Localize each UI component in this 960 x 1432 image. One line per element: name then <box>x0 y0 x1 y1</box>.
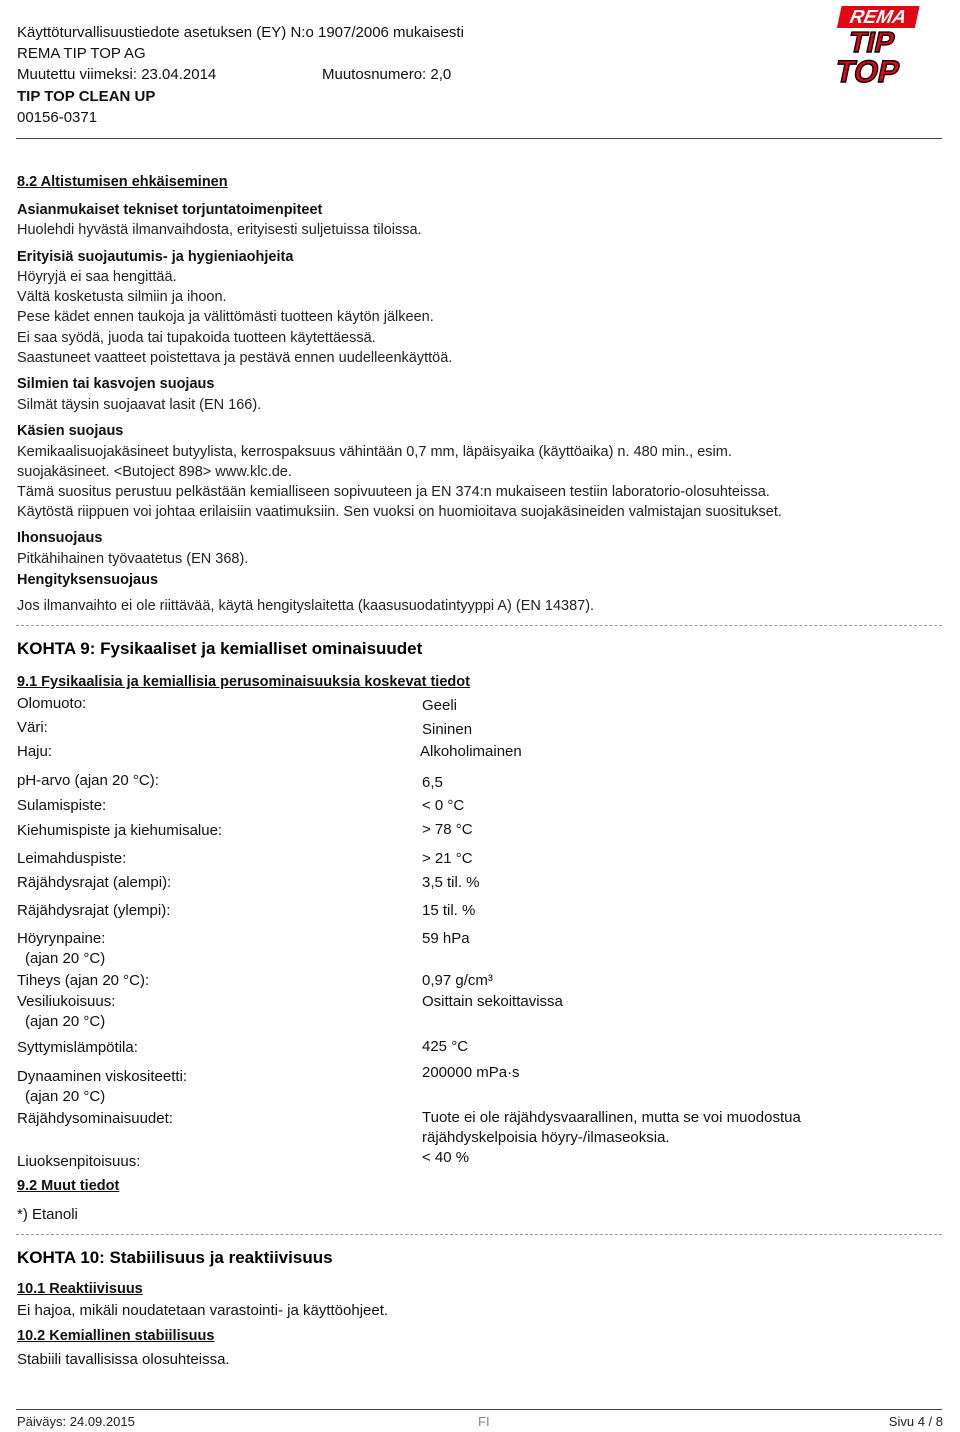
property-label: Leimahduspiste: <box>17 850 127 867</box>
property-label: Höyrynpaine: <box>17 930 106 947</box>
header-revision: Muutosnumero: 2,0 <box>322 66 452 83</box>
header-regulation: Käyttöturvallisuustiedote asetuksen (EY) N:o 1907/2006 mukaisesti <box>17 24 464 41</box>
stability-text: Stabiili tavallisissa olosuhteissa. <box>17 1351 230 1368</box>
section-9-2-title: 9.2 Muut tiedot <box>17 1178 120 1194</box>
footer-page-number: Sivu 4 / 8 <box>888 1414 943 1429</box>
property-value: Osittain sekoittavissa <box>422 993 563 1010</box>
property-value: Alkoholimainen <box>420 743 522 760</box>
hygiene-line: Ei saa syödä, juoda tai tupakoida tuotteen käytettäessä. <box>17 330 376 346</box>
rema-tip-top-logo <box>812 4 942 90</box>
property-label: Räjähdysrajat (ylempi): <box>17 902 171 919</box>
eye-protection-text: Silmät täysin suojaavat lasit (EN 166). <box>17 397 262 413</box>
header-company: REMA TIP TOP AG <box>17 45 146 62</box>
header-product-number: 00156-0371 <box>17 109 98 126</box>
property-value: 3,5 til. % <box>422 874 480 891</box>
hygiene-line: Vältä kosketusta silmiin ja ihoon. <box>17 289 227 305</box>
property-label: pH-arvo (ajan 20 °C): <box>17 772 159 789</box>
property-value: 425 °C <box>422 1038 469 1055</box>
hygiene-line: Höyryjä ei saa hengittää. <box>17 269 177 285</box>
property-value: Tuote ei ole räjähdysvaarallinen, mutta se voi muodostua <box>422 1109 801 1126</box>
section-9-1-title: 9.1 Fysikaalisia ja kemiallisia perusominaisuuksia koskevat tiedot <box>17 674 470 690</box>
property-label: Liuoksenpitoisuus: <box>17 1153 141 1170</box>
hand-protection-line: suojakäsineet. <Butoject 898> www.klc.de. <box>17 464 292 480</box>
property-value: 15 til. % <box>422 902 476 919</box>
property-value: 59 hPa <box>422 930 470 947</box>
property-value: > 21 °C <box>422 850 473 867</box>
footer-divider <box>16 1409 942 1410</box>
property-label: Väri: <box>17 719 48 736</box>
hygiene-line: Saastuneet vaatteet poistettava ja pestävä ennen uudelleenkäyttöä. <box>17 350 453 366</box>
eye-protection-heading: Silmien tai kasvojen suojaus <box>17 376 215 392</box>
section-divider <box>16 625 942 626</box>
respiratory-protection-text: Jos ilmanvaihto ei ole riittävää, käytä hengityslaitetta (kaasusuodatintyyppi A) (EN 14387). <box>17 598 595 614</box>
skin-protection-heading: Ihonsuojaus <box>17 530 103 546</box>
hand-protection-heading: Käsien suojaus <box>17 423 124 439</box>
header-modified-date: Muutettu viimeksi: 23.04.2014 <box>17 66 217 83</box>
logo-tip-text: TIP <box>845 26 898 59</box>
property-label-condition: (ajan 20 °C) <box>25 1013 106 1030</box>
engineering-controls-heading: Asianmukaiset tekniset torjuntatoimenpiteet <box>17 202 323 218</box>
property-label-condition: (ajan 20 °C) <box>25 1088 106 1105</box>
property-label: Vesiliukoisuus: <box>17 993 116 1010</box>
reactivity-text: Ei hajoa, mikäli noudatetaan varastointi- ja käyttöohjeet. <box>17 1302 389 1319</box>
property-label: Kiehumispiste ja kiehumisalue: <box>17 822 223 839</box>
logo-top-text: TOP <box>832 54 903 89</box>
property-label-condition: (ajan 20 °C) <box>25 950 106 967</box>
property-label: Räjähdysominaisuudet: <box>17 1110 173 1127</box>
hygiene-line: Pese kädet ennen taukoja ja välittömästi tuotteen käytön jälkeen. <box>17 309 434 325</box>
property-value: < 0 °C <box>422 797 465 814</box>
logo-rema-text: REMA <box>847 7 909 28</box>
property-label: Haju: <box>17 743 53 760</box>
hand-protection-line: Kemikaalisuojakäsineet butyylista, kerrospaksuus vähintään 0,7 mm, läpäisyaika (käyttöaika) n. 480 min., esim. <box>17 444 732 460</box>
header-divider <box>16 138 942 139</box>
section-9-title: KOHTA 9: Fysikaaliset ja kemialliset ominaisuudet <box>17 639 423 658</box>
other-info-note: *) Etanoli <box>17 1206 78 1223</box>
property-label: Dynaaminen viskositeetti: <box>17 1068 188 1085</box>
property-value: 6,5 <box>422 774 443 791</box>
property-value-continued: räjähdyskelpoisia höyry-/ilmaseoksia. <box>422 1129 670 1146</box>
engineering-controls-text: Huolehdi hyvästä ilmanvaihdosta, erityisesti suljetuissa tiloissa. <box>17 222 422 238</box>
section-10-1-title: 10.1 Reaktiivisuus <box>17 1281 143 1297</box>
property-label: Tiheys (ajan 20 °C): <box>17 972 150 989</box>
hand-protection-line: Tämä suositus perustuu pelkästään kemialliseen sopivuuteen ja EN 374:n mukaiseen testiin laboratorio-olosuhteissa. <box>17 484 770 500</box>
property-label: Räjähdysrajat (alempi): <box>17 874 172 891</box>
hand-protection-line: Käytöstä riippuen voi johtaa erilaisiin vaatimuksiin. Sen vuoksi on huomioitava suojakäsineiden valmistajan suositukset. <box>17 504 782 520</box>
property-value: < 40 % <box>422 1149 470 1166</box>
section-divider <box>16 1234 942 1235</box>
hygiene-heading: Erityisiä suojautumis- ja hygieniaohjeita <box>17 249 294 265</box>
section-10-title: KOHTA 10: Stabiilisuus ja reaktiivisuus <box>17 1248 333 1267</box>
section-10-2-title: 10.2 Kemiallinen stabiilisuus <box>17 1328 215 1344</box>
footer-language: FI <box>478 1414 490 1429</box>
property-value: > 78 °C <box>422 821 473 838</box>
property-label: Syttymislämpötila: <box>17 1039 138 1056</box>
section-8-2-title: 8.2 Altistumisen ehkäiseminen <box>17 174 228 190</box>
property-value: 200000 mPa·s <box>422 1064 520 1081</box>
property-value: Geeli <box>422 697 458 714</box>
property-label: Olomuoto: <box>17 695 87 712</box>
footer-date: Päiväys: 24.09.2015 <box>17 1414 135 1429</box>
respiratory-protection-heading: Hengityksensuojaus <box>17 572 159 588</box>
property-label: Sulamispiste: <box>17 797 107 814</box>
property-value: 0,97 g/cm³ <box>422 972 493 989</box>
property-value: Sininen <box>422 721 473 738</box>
header-product-name: TIP TOP CLEAN UP <box>17 88 156 105</box>
skin-protection-text: Pitkähihainen työvaatetus (EN 368). <box>17 551 249 567</box>
